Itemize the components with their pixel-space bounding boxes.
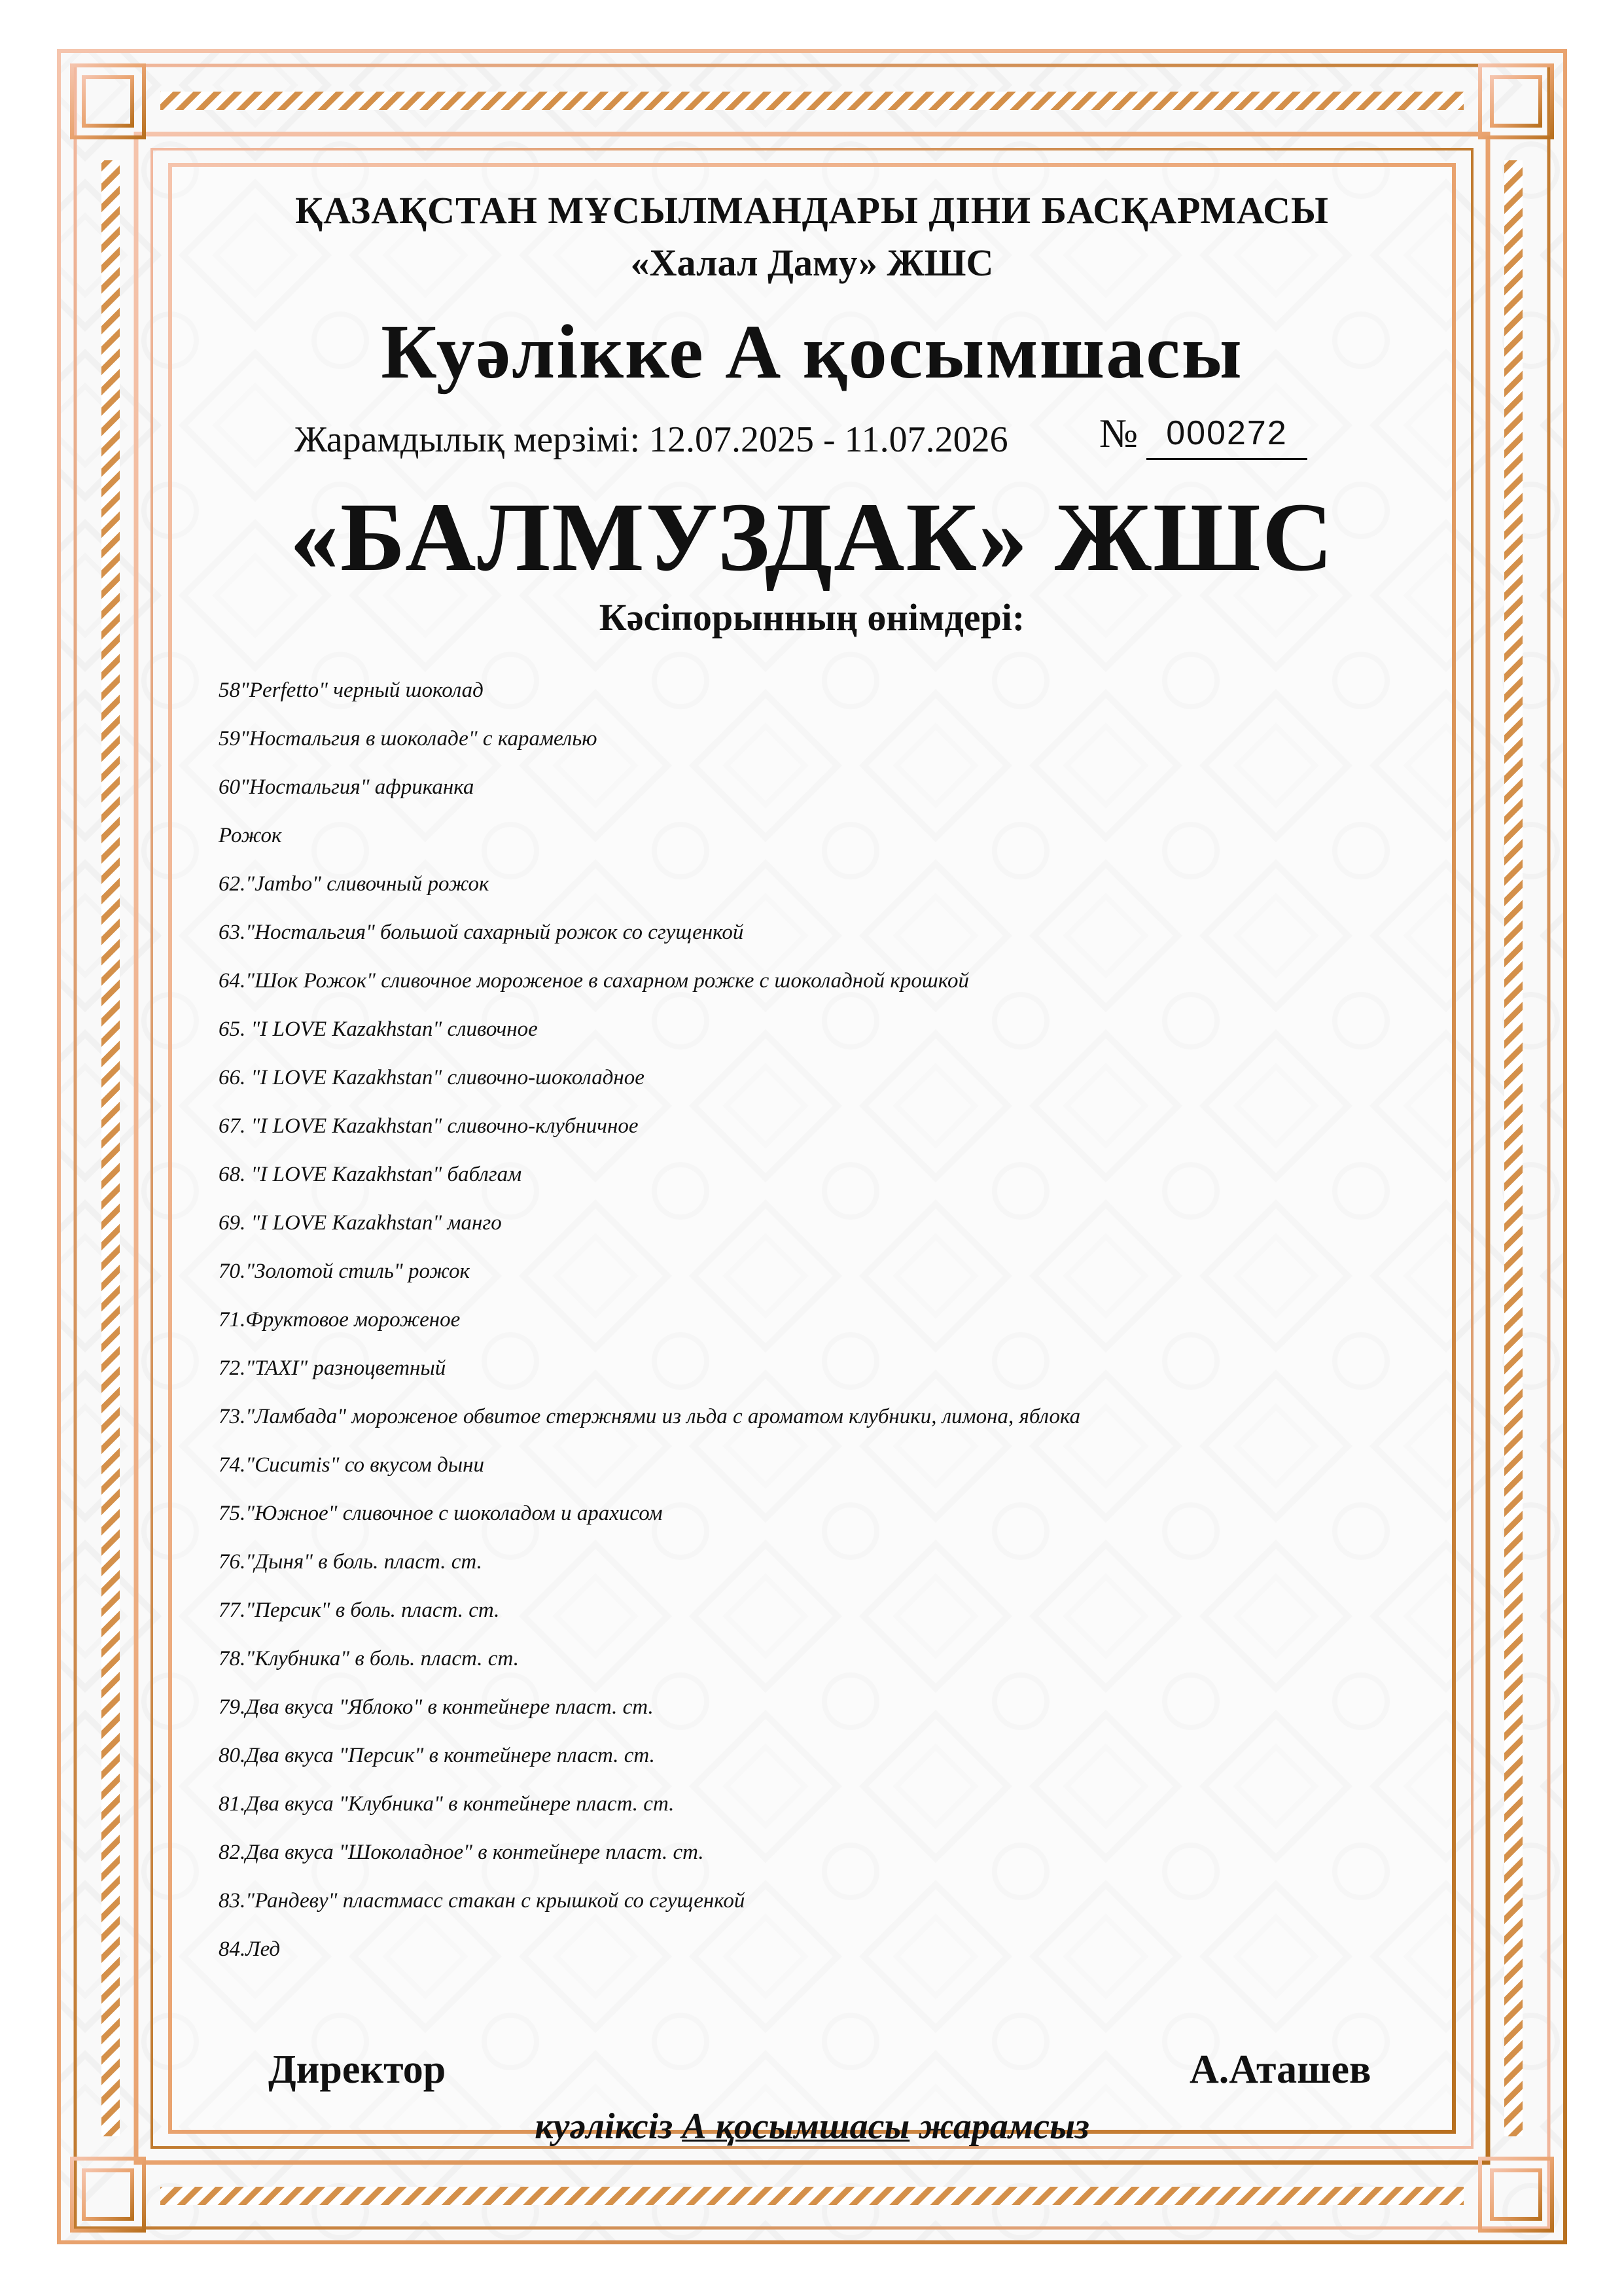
list-item: 77."Персик" в боль. пласт. ст. xyxy=(219,1598,500,1622)
list-item: 81.Два вкуса "Клубника" в контейнере пласт. ст. xyxy=(219,1792,675,1816)
list-item: 72."TAXI" разноцветный xyxy=(219,1356,446,1380)
rope-band-bottom xyxy=(160,2187,1464,2205)
enterprise-name: «БАЛМУЗДАК» ЖШС xyxy=(289,483,1335,592)
list-item: 67. "I LOVE Kazakhstan" сливочно-клубничное xyxy=(219,1114,639,1138)
list-item: 71.Фруктовое мороженое xyxy=(219,1308,461,1332)
products-heading: Кәсіпорынның өнімдері: xyxy=(599,596,1025,639)
list-item: 64."Шок Рожок" сливочное мороженое в сахарном рожке с шоколадной крошкой xyxy=(219,969,969,993)
list-item: 84.Лед xyxy=(219,1937,281,1961)
number-sign: № xyxy=(1099,412,1139,456)
list-item: 79.Два вкуса "Яблоко" в контейнере пласт. ст. xyxy=(219,1695,654,1719)
validity-period: Жарамдылық мерзімі: 12.07.2025 - 11.07.2026 xyxy=(294,419,1008,460)
rope-band-top xyxy=(160,92,1464,110)
list-item: 70."Золотой стиль" рожок xyxy=(219,1260,470,1283)
list-item: 82.Два вкуса "Шоколадное" в контейнере пласт. ст. xyxy=(219,1841,704,1864)
list-item: 66. "I LOVE Kazakhstan" сливочно-шоколадное xyxy=(219,1066,644,1089)
list-item: 69. "I LOVE Kazakhstan" манго xyxy=(219,1211,502,1235)
list-item: 62."Jambo" сливочный рожок xyxy=(219,872,489,896)
document-title: Куәлікке А қосымшасы xyxy=(381,309,1243,395)
list-item: 73."Ламбада" мороженое обвитое стержнями из льда с ароматом клубники, лимона, яблока xyxy=(219,1405,1081,1428)
rope-band-left xyxy=(101,160,120,2136)
footer-note-after: жарамсыз xyxy=(909,2106,1089,2147)
list-item: 83."Рандеву" пластмасс стакан с крышкой со сгущенкой xyxy=(219,1889,745,1913)
organization-name: ҚАЗАҚСТАН МҰСЫЛМАНДАРЫ ДІНИ БАСҚАРМАСЫ xyxy=(295,189,1329,232)
list-item: Рожок xyxy=(219,824,282,847)
list-item: 65. "I LOVE Kazakhstan" сливочное xyxy=(219,1017,538,1041)
list-item: 63."Ностальгия" большой сахарный рожок со сгущенкой xyxy=(219,921,744,944)
list-item: 76."Дыня" в боль. пласт. ст. xyxy=(219,1550,482,1574)
rope-band-right xyxy=(1504,160,1523,2136)
list-item: 68. "I LOVE Kazakhstan" баблгам xyxy=(219,1163,522,1186)
company-name: «Халал Даму» ЖШС xyxy=(630,241,994,284)
list-item: 78."Клубника" в боль. пласт. ст. xyxy=(219,1647,519,1670)
list-item: 58"Perfetto" черный шоколад xyxy=(219,679,484,702)
footer-note-underlined: А қосымшасы xyxy=(682,2106,910,2147)
list-item: 80.Два вкуса "Персик" в контейнере пласт. ст. xyxy=(219,1744,655,1767)
list-item: 74."Cucumis" со вкусом дыни xyxy=(219,1453,484,1477)
product-list xyxy=(219,677,1462,1985)
footer-note xyxy=(0,2106,1624,2147)
list-item: 60"Ностальгия" африканка xyxy=(219,775,474,799)
director-name: А.Аташев xyxy=(1190,2047,1371,2092)
certificate-number: 000272 xyxy=(1146,414,1307,460)
list-item: 59"Ностальгия в шоколаде" с карамелью xyxy=(219,727,597,751)
footer-note-before: куәліксіз xyxy=(535,2106,682,2147)
list-item: 75."Южное" сливочное с шоколадом и арахисом xyxy=(219,1502,663,1525)
director-label: Директор xyxy=(268,2047,446,2092)
